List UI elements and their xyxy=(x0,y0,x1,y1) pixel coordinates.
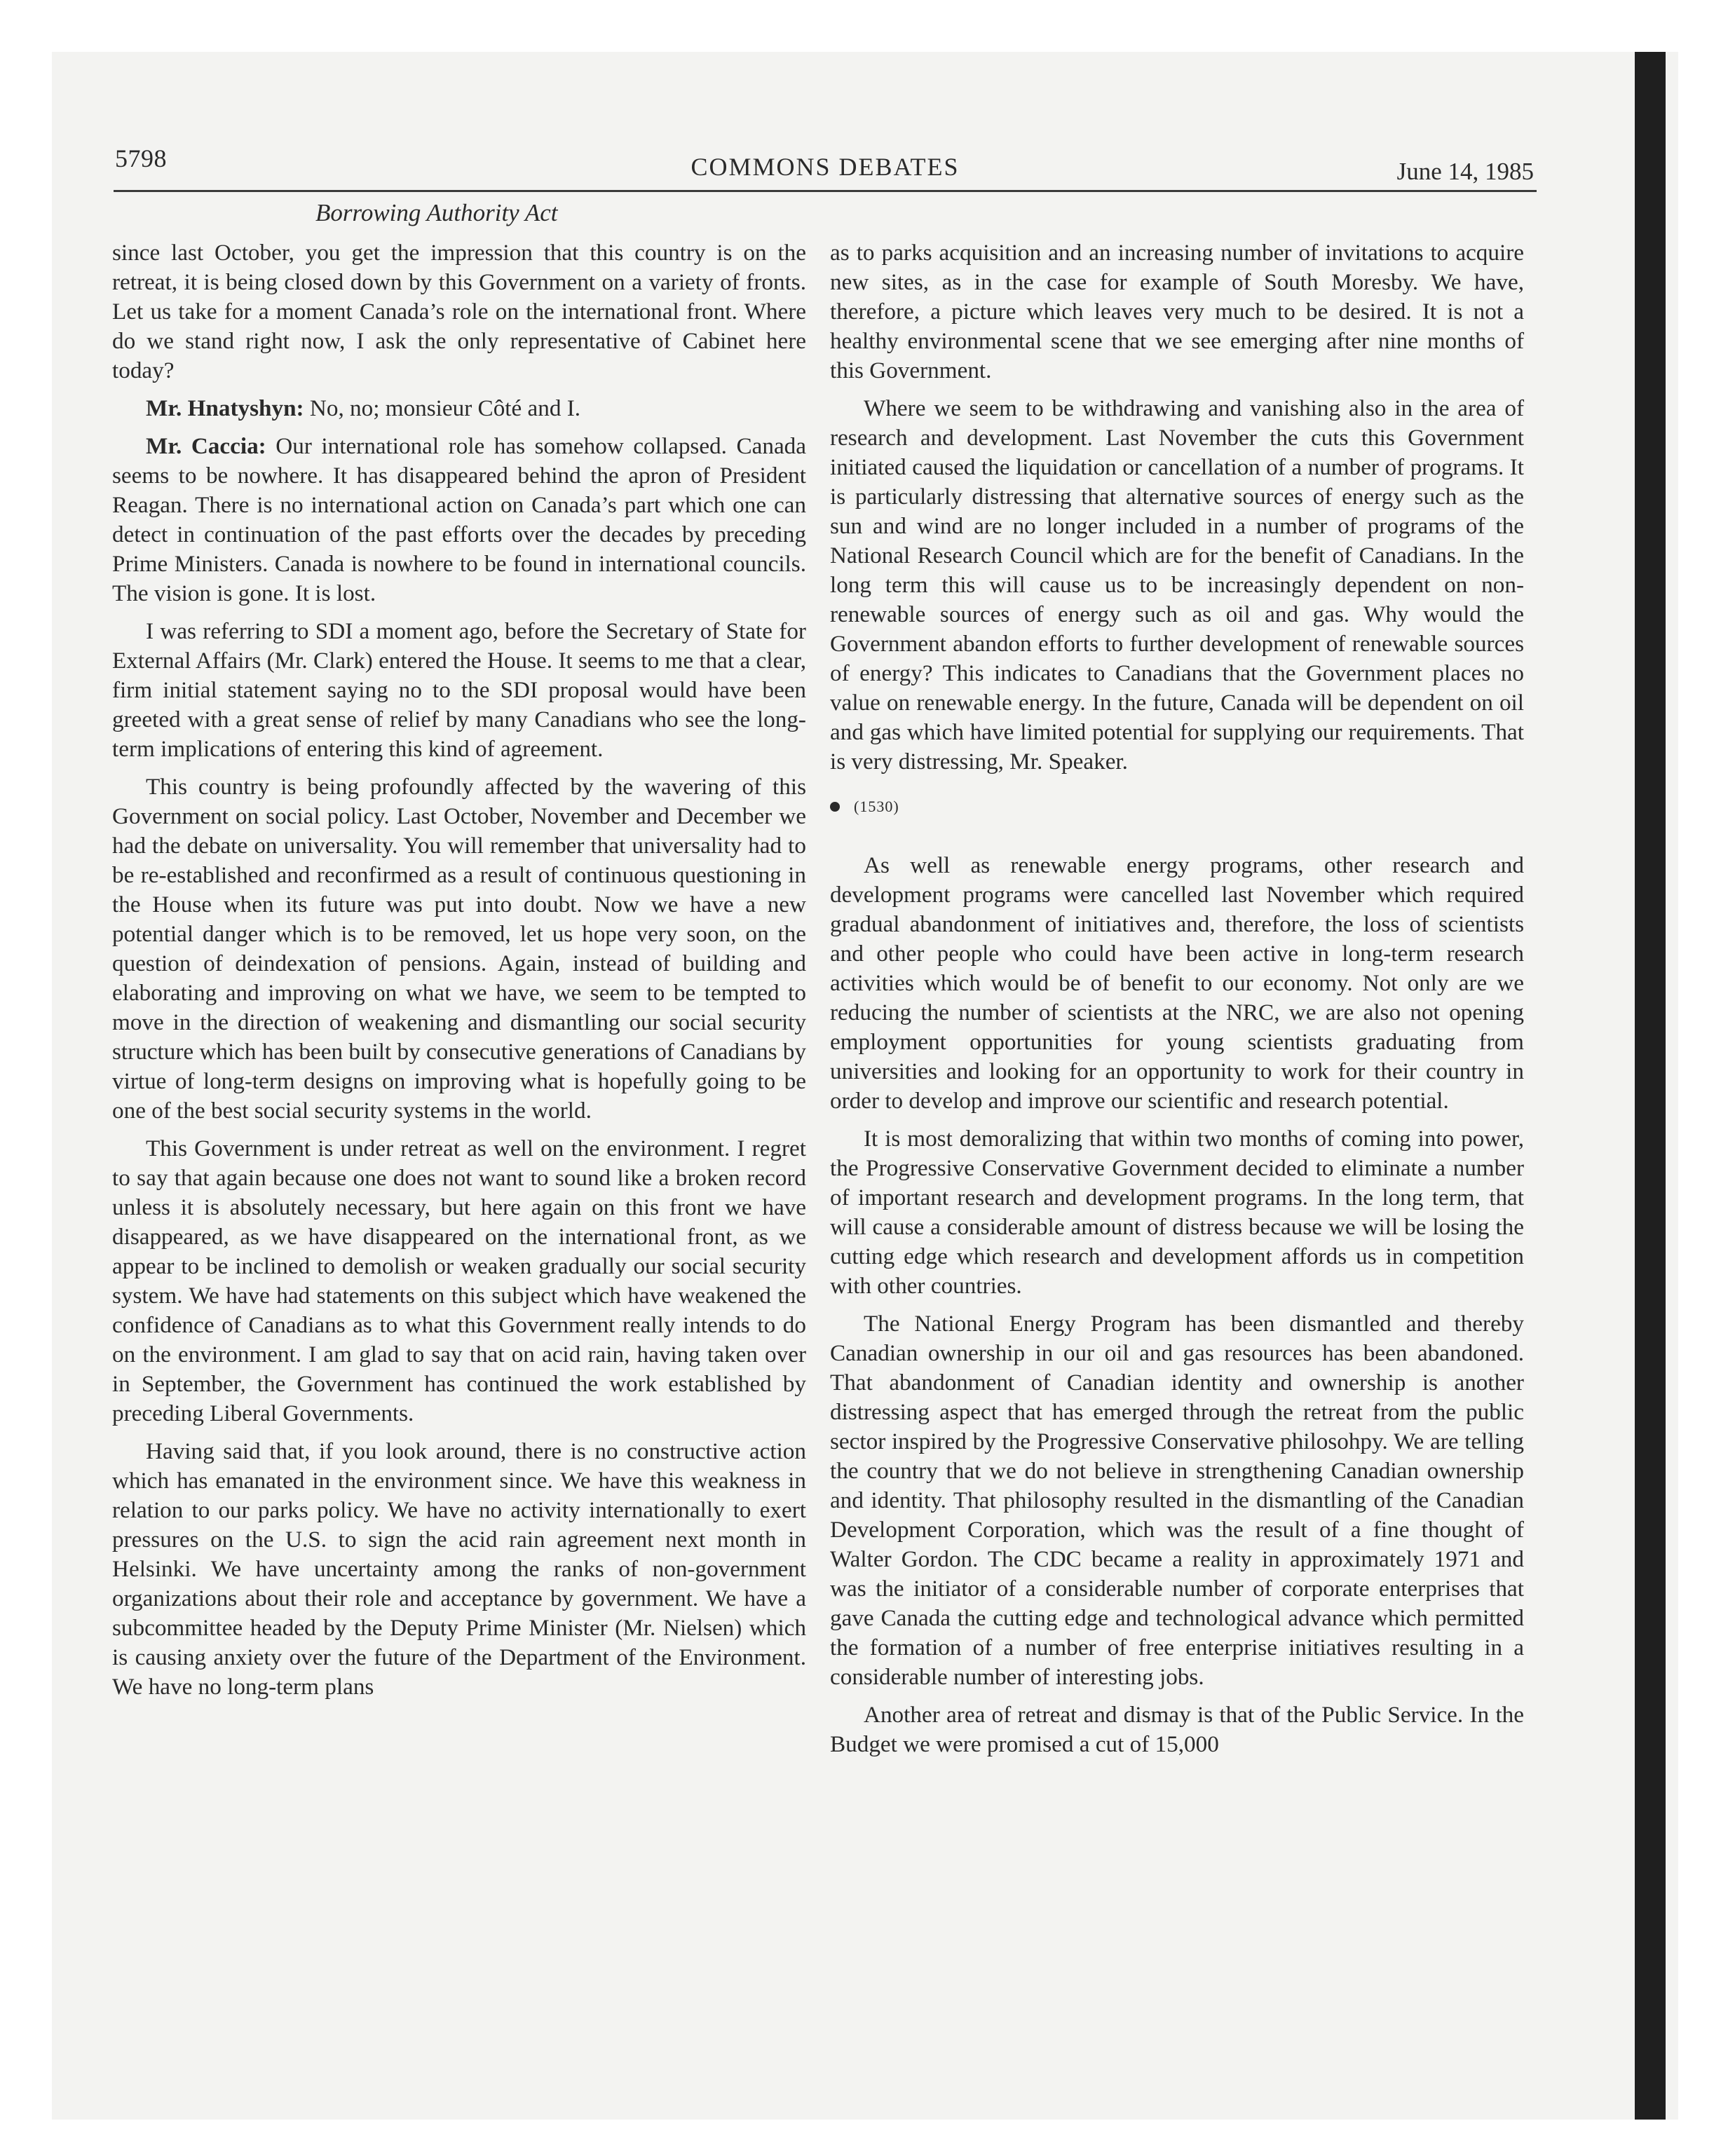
paragraph: As well as renewable energy programs, other research and development programs were cancelled last November which required gradual abandonment of initiatives and, therefore, the loss of scientists and other people who could have been active in long-term research activities which would be of benefit to our economy. Not only are we reducing the number of scientists at the NRC, we are also not opening employment opportunities for young scientists graduating from universities and looking for an opportunity to work for their country in order to develop and improve our scientific and research potential. xyxy=(830,852,1524,1114)
page-header xyxy=(114,142,1537,192)
left-column xyxy=(112,238,806,1710)
speech-text: No, no; monsieur Côté and I. xyxy=(304,395,581,421)
paragraph: This Government is under retreat as well on the environment. I regret to say that again because one does not want to sound like a broken record unless it is absolutely necessary, but here again on this front we have disappeared, as we have disappeared on the international front, as we appear to be inclined to demolish or weaken gradually our social security system. We have had statements on this subject which have weakened the confidence of Canadians as to what this Government really intends to do on the environment. I am glad to say that on acid rain, having taken over in September, the Government has continued the work established by preceding Liberal Governments. xyxy=(112,1135,806,1426)
right-column xyxy=(830,238,1524,1768)
bullet-icon xyxy=(830,802,840,812)
paragraph: Where we seem to be withdrawing and vanishing also in the area of research and development. Last November the cuts this Government initiated caused the liquidation or cancellation of a number of programs. It is particularly distressing that alternative sources of energy such as the sun and wind are no longer included in a number of programs of the National Research Council which are for the benefit of Canadians. In the long term this will cause us to be increasingly dependent on non-renewable sources of energy such as oil and gas. Why would the Government abandon efforts to further development of renewable sources of energy? This indicates to Canadians that the Government places no value on renewable energy. In the future, Canada will be dependent on oil and gas which have limited potential for supplying our requirements. That is very distressing, Mr. Speaker. xyxy=(830,395,1524,775)
page-number: 5798 xyxy=(115,144,167,172)
speech-paragraph xyxy=(112,394,806,423)
time-marker xyxy=(830,792,1524,821)
paragraph: as to parks acquisition and an increasing number of invitations to acquire new sites, as in the case for example of South Moresby. We have, therefore, a picture which leaves very much to be desired. It is not a healthy environmental scene that we see emerging after nine months of this Government. xyxy=(830,240,1524,383)
speech-paragraph xyxy=(112,432,806,608)
publication-title: COMMONS DEBATES xyxy=(690,153,960,181)
paragraph: I was referring to SDI a moment ago, before the Secretary of State for External Affairs (Mr. Clark) entered the House. It seems to me that a clear, firm initial statement saying no to the SDI proposal would have been greeted with a great sense of relief by many Canadians who see the long-term implications of entering this kind of agreement. xyxy=(112,618,806,762)
speaker-name: Mr. Caccia: xyxy=(146,433,266,459)
paragraph: The National Energy Program has been dismantled and thereby Canadian ownership in our oil and gas resources has been abandoned. That abandonment of Canadian identity and ownership is another distressing aspect that has emerged through the retreat from the public sector inspired by the Progressive Conservative philosohpy. We are telling the country that we do not believe in strengthening Canadian ownership and identity. That philosophy resulted in the dismantling of the Canadian Development Corporation, which was the result of a fine thought of Walter Gordon. The CDC became a reality in approximately 1971 and was the initiator of a considerable number of corporate enterprises that gave Canada the cutting edge and technological advance which permitted the formation of a number of free enterprise initiatives resulting in a considerable number of interesting jobs. xyxy=(830,1311,1524,1690)
binding-edge xyxy=(1635,52,1666,2120)
paragraph: since last October, you get the impression that this country is on the retreat, it is being closed down by this Government on a variety of fronts. Let us take for a moment Canada’s role on the international front. Where do we stand right now, I ask the only representative of Cabinet here today? xyxy=(112,240,806,383)
time-marker-label: (1530) xyxy=(854,798,899,815)
publication-date: June 14, 1985 xyxy=(1396,158,1534,185)
paragraph: This country is being profoundly affected by the wavering of this Government on social policy. Last October, November and December we had the debate on universality. You will remember that universality had to be re-established and reconfirmed as a result of continuous questioning in the House when its future was put into doubt. Now we have a new potential danger which is to be removed, let us hope very soon, on the question of deindexation of pensions. Again, instead of building and elaborating and improving on what we have, we seem to be tempted to move in the direction of weakening and dismantling our social security structure which has been built by consecutive generations of Canadians by virtue of long-term designs on improving what is hopefully going to be one of the best social security systems in the world. xyxy=(112,774,806,1124)
paragraph: It is most demoralizing that within two months of coming into power, the Progressive Conservative Government decided to eliminate a number of important research and development programs. In the long term, that will cause a considerable amount of distress because we will be losing the cutting edge which research and development affords us in competition with other countries. xyxy=(830,1126,1524,1299)
running-head: Borrowing Authority Act xyxy=(315,199,558,226)
paragraph: Having said that, if you look around, there is no constructive action which has emanated in the environment since. We have this weakness in relation to our parks policy. We have no activity internationally to exert pressures on the U.S. to sign the acid rain agreement next month in Helsinki. We have uncertainty among the ranks of non-government organizations about their role and acceptance by government. We have a subcommittee headed by the Deputy Prime Minister (Mr. Nielsen) which is causing anxiety over the future of the Department of the Environment. We have no long-term plans xyxy=(112,1438,806,1700)
speaker-name: Mr. Hnatyshyn: xyxy=(146,395,304,421)
speech-text: Our international role has somehow collapsed. Canada seems to be nowhere. It has disappeared behind the apron of President Reagan. There is no international action on Canada’s part which one can detect in continuation of the past efforts over the decades by preceding Prime Ministers. Canada is nowhere to be found in international councils. The vision is gone. It is lost. xyxy=(112,433,806,606)
paragraph: Another area of retreat and dismay is that of the Public Service. In the Budget we were promised a cut of 15,000 xyxy=(830,1702,1524,1757)
